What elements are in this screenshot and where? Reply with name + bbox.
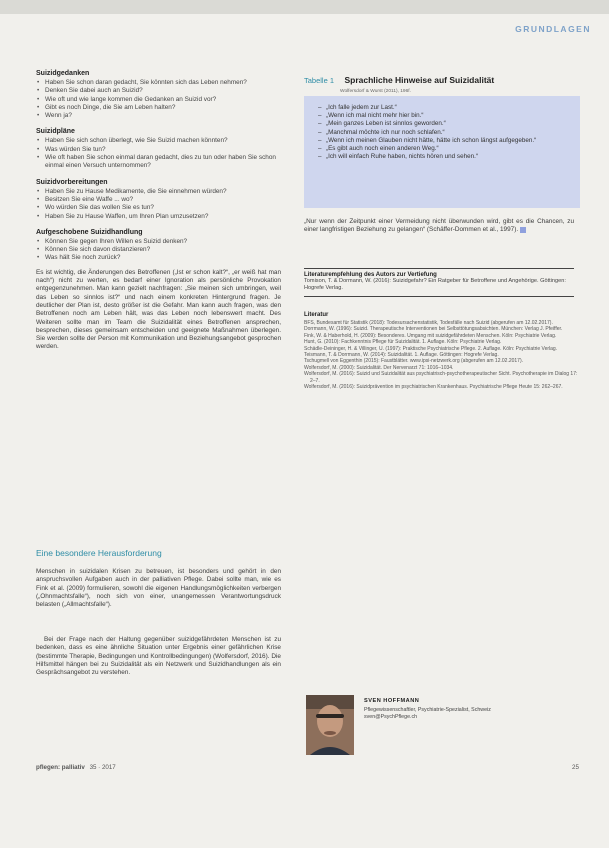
litrec-body: Tomison, T. & Dormann, W. (2016): Suizidgefahr? Ein Ratgeber für Betroffene und Angehörige. Göttingen: Hogrefe Verlag. (304, 278, 566, 291)
end-square-icon (520, 227, 526, 233)
left-column (36, 70, 281, 352)
list-item: • Können Sie gegen Ihren Willen es Suizid denken? (36, 238, 281, 246)
author-role: Pflegewissenschaftler, Psychiatrie-Spezialist, Schweiz (364, 707, 491, 713)
list-item: • Wenn ja? (36, 112, 281, 120)
table-source: Wolfersdorf & Wurst (2011), 196f. (340, 89, 411, 94)
body-paragraph: Es ist wichtig, die Änderungen des Betroffenen („Ist er schon kalt?“, „er weiß hat man nach“) nicht zu werten, es bedarf einer Ignoration als persönliche Provokation entgegenzunehmen. Man kann gezielt nachfragen: „Sie meinen sich umbringen, weil das Leben so sinnlos ist?“ und nach einem konkreten Hintergrund fragen. Je deutlicher der Plan ist, desto größer ist die Gefahr. Man kann auch fragen, was den Betroffenen noch am Leben hält, was das Leben noch lebenswert macht. Des Weiteren sollte man im Team die Suizidalität eines Betroffenen ansprechen, besprechen, dieses gemeinsam entscheiden und geeignete Maßnahmen überlegen. Sie werden sollte der Person mit Kommunikation und Beziehungsangebot gesprochen werden. (36, 268, 281, 351)
reference-item: Hunt, G. (2010): Fachkenntnis Pflege für Suizidalität. 1. Auflage. Köln: Psychiatrie Verlag. (304, 339, 502, 346)
table-label: Tabelle 1 (304, 76, 335, 85)
table-title: Sprachliche Hinweise auf Suizidalität (344, 75, 495, 85)
quote-item: – „Es gibt auch noch einen anderen Weg.“ (318, 145, 570, 153)
author-email: sven@PsychPflege.ch (364, 713, 418, 720)
quote-item: – „Wenn ich mal nicht mehr hier bin.“ (318, 112, 570, 120)
challenge-heading: Eine besondere Herausforderung (36, 548, 162, 558)
list-item: • Wie oft und wie lange kommen die Gedanken an Suizid vor? (36, 96, 281, 104)
reference-item: Teismann, T. & Dorrmann, W. (2014): Suizidalität. 1. Auflage. Göttingen: Hogrefe Verlag. (304, 352, 499, 359)
reference-item: BFS, Bundesamt für Statistik (2018): Todesursachenstatistik, Todesfälle nach Suizid (abgerufen am 12.02.2017). (304, 320, 553, 326)
list-item: • Haben Sie zu Hause Medikamente, die Sie einnehmen würden? (36, 188, 281, 196)
page-number: 25 (572, 764, 579, 771)
list-item: • Haben Sie zu Hause Waffen, um Ihren Plan umzusetzen? (36, 213, 281, 221)
reference-item: Wolfersdorf, M. (2000): Suizidalität. Der Nervenarzt 71: 1016–1034. (304, 364, 454, 371)
section-label: GRUNDLAGEN (515, 24, 591, 34)
list-item: • Wo würden Sie das wollen Sie es tun? (36, 204, 281, 212)
list-item: • Denken Sie dabei auch an Suizid? (36, 87, 281, 95)
quote-item: – „Wenn ich meinen Glauben nicht hätte, hätte ich schon längst aufgegeben.“ (318, 137, 570, 145)
challenge-paragraph-2: Bei der Frage nach der Haltung gegenüber suizidgefährdeten Menschen ist zu bedenken, dass es eine ähnliche Situation unter Ergebnis einer gefährlichen Krise (bestimmte Therapie, Bedingungen und Kontrollbedingungen) (Wolfersdorf, 2016). Die Hilfsmittel hängen bei zu Suizidalität als ein Netzwerk und Suizidhandlungen als ein Gesprächsangebot zu verstehen. (36, 636, 281, 677)
section-aufgeschoben (36, 229, 281, 263)
section-heading: Suizidpläne (36, 128, 75, 136)
author-name: SVEN HOFFMANN (364, 698, 420, 704)
challenge-paragraph-1: Menschen in suizidalen Krisen zu betreuen, ist besonders und gehört in den anspruchsvollen Aufgaben auch in der palliativen Pflege. Dabei sollte man, wie es Fink et al. (2009) formulieren, sowohl die eigenen Handlungsmöglichkeiten verbergen („Ohnmachtsfalle“), noch sich von einer, unangemessen Verantwortungsdruck belasten („Allmachtsfalle“). (36, 568, 281, 609)
journal-name: pflegen: palliativ (36, 764, 85, 771)
author-info (364, 698, 574, 721)
literature-section (304, 312, 578, 390)
section-heading: Suizidgedanken (36, 70, 90, 77)
author-photo (306, 695, 354, 755)
quote-paragraph (304, 218, 574, 235)
quote-box (304, 96, 580, 208)
section-heading: Suizidvorbereitungen (36, 178, 108, 186)
list-item: • Können Sie sich davon distanzieren? (36, 246, 281, 254)
quote-item: – „Ich falle jedem zur Last.“ (318, 104, 570, 112)
list-item: • Gibt es noch Dinge, die Sie am Leben halten? (36, 104, 281, 112)
section-heading: Aufgeschobene Suizidhandlung (36, 228, 143, 236)
quote-item: – „Mein ganzes Leben ist sinnlos geworden.“ (318, 120, 570, 128)
section-suizidvorbereitungen (36, 179, 281, 221)
list-item: • Was hält Sie noch zurück? (36, 254, 281, 262)
reference-item: Wolfersdorf, M. (2016): Suizid und Suizidalität aus psychiatrisch-psychotherapeutischer Sicht. Psychotherapie im Dialog 17: 2–7. (304, 371, 578, 384)
reference-item: Fink, W. & Haberhold, H. (2009): Besonderes. Umgang mit suizidgefährdeten Menschen. Köln: Psychiatrie Verlag. (304, 332, 557, 339)
list-item: • Wie oft haben Sie schon einmal daran gedacht, dies zu tun oder haben Sie schon einmal einen Versuch unternommen? (36, 154, 281, 171)
journal-issue: 35 · 2017 (89, 764, 116, 771)
list-item: • Was würden Sie tun? (36, 146, 281, 154)
author-portrait-icon (306, 695, 354, 755)
list-item: • Haben Sie schon daran gedacht, Sie könnten sich das Leben nehmen? (36, 79, 281, 87)
section-suizidplaene (36, 128, 281, 170)
quote-paragraph-text: „Nur wenn der Zeitpunkt einer Vermeidung nicht überwunden wird, gibt es die Chancen, zu einer langfristigen Beziehung zu gelangen“ (Schäffer-Dommen et al., 1997). (304, 218, 574, 234)
litrec-heading: Literaturempfehlung des Autors zur Vertiefung (304, 272, 437, 278)
literature-heading: Literatur (304, 312, 329, 318)
list-item: • Haben Sie sich schon überlegt, wie Sie Suizid machen könnten? (36, 137, 281, 145)
reference-item: Dorrmann, W. (1996): Suizid. Therapeutische Interventionen bei Selbsttötungsabsichten. München: Verlag J. Pfeiffer. (304, 326, 563, 333)
reference-item: Schädle-Deininger, H. & Villinger, U. (1997): Praktische Psychiatrische Pflege. 2. Auflage. Köln: Psychiatrie Verlag. (304, 345, 558, 352)
table-header (304, 70, 574, 94)
list-item: • Besitzen Sie eine Waffe ... wo? (36, 196, 281, 204)
top-strip (0, 0, 609, 14)
reference-item: Wolfersdorf, M. (2016): Suizidprävention im psychiatrischen Krankenhaus. Psychiatrische Pflege Heute 15: 262–267. (304, 384, 563, 391)
literature-recommendation (304, 268, 574, 297)
reference-item: Tschugmell von Eggenthin (2015): Faustblätter. www.ipsi-netzwerk.org (abgerufen am 12.02.2017). (304, 358, 524, 365)
footer-journal (36, 764, 116, 771)
quote-item: – „Ich will einfach Ruhe haben, nichts hören und sehen.“ (318, 153, 570, 161)
section-suizidgedanken (36, 70, 281, 120)
quote-item: – „Manchmal möchte ich nur noch schlafen.“ (318, 129, 570, 137)
